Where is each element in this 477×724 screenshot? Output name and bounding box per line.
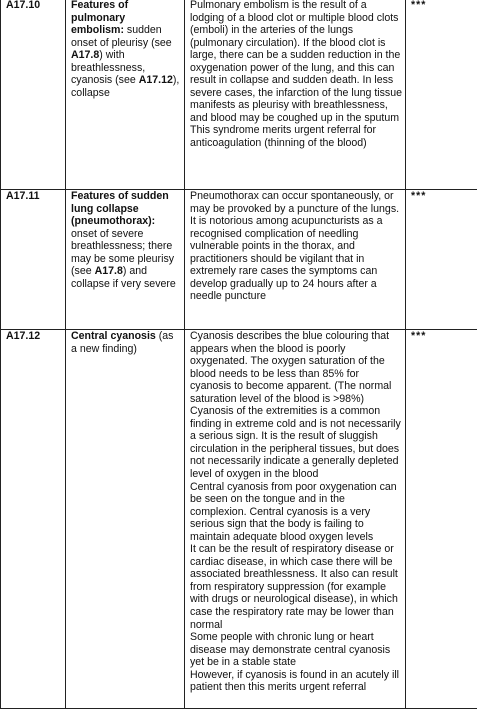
feature-title: Features of pulmonary embolism: bbox=[71, 0, 129, 37]
feature-text: sudden onset of pleurisy (see bbox=[71, 24, 172, 49]
table-row bbox=[1, 190, 477, 330]
cross-reference: A17.8 bbox=[71, 49, 100, 62]
severity-rating: *** bbox=[406, 0, 477, 190]
cross-reference: A17.12 bbox=[138, 74, 173, 87]
description-cell bbox=[185, 0, 406, 190]
description-paragraph: Cyanosis of the extremities is a common finding in extreme cold and is not necessarily a serious sign. It is the result of sluggish circulation in the peripheral tissues, but does not necessarily indicate a generally depleted level of oxygen in the blood bbox=[190, 405, 401, 481]
description-cell bbox=[185, 330, 406, 709]
description-paragraph: It can be the result of respiratory disease or cardiac disease, in which case there will be associated breathlessness. It also can result from respiratory suppression (for example with drugs or neurological disease), in which case the respiratory rate may be lower than normal bbox=[190, 543, 398, 631]
row-code: A17.11 bbox=[1, 190, 66, 330]
description-paragraph: Central cyanosis from poor oxygenation can be seen on the tongue and in the complexion. Central cyanosis is a very serious sign that the body is failing to maintain adequate blood oxygen levels bbox=[190, 480, 397, 543]
feature-cell bbox=[66, 190, 185, 330]
feature-title: Central cyanosis bbox=[71, 330, 156, 342]
row-code: A17.12 bbox=[1, 330, 66, 709]
description-cell bbox=[185, 190, 406, 330]
feature-text: (as a new finding) bbox=[71, 330, 174, 355]
description-paragraph: Some people with chronic lung or heart disease may demonstrate central cyanosis yet be in a stable state bbox=[190, 631, 391, 669]
severity-rating: *** bbox=[406, 330, 477, 709]
feature-text: ) and collapse if very severe bbox=[71, 265, 176, 290]
feature-text: ) with breathlessness, cyanosis (see bbox=[71, 49, 146, 87]
feature-text: onset of severe breathlessness; there may be some pleurisy (see bbox=[71, 227, 175, 278]
feature-cell bbox=[66, 0, 185, 190]
description-paragraph: This syndrome merits urgent referral for anticoagulation (thinning of the blood) bbox=[190, 124, 377, 150]
table-row bbox=[1, 330, 477, 709]
cross-reference: A17.8 bbox=[94, 265, 123, 278]
feature-text: ), collapse bbox=[71, 74, 180, 99]
description-paragraph: Pulmonary embolism is the result of a lodging of a blood clot or multiple blood clots (emboli) in the arteries of the lungs (pulmonary circulation). If the blood clot is large, there can be a sudden reduction in the oxygenation power of the lung, and this can result in collapse and sudden death. In less severe cases, the infarction of the lung tissue manifests as pleurisy with breathlessness, and blood may be coughed up in the sputum bbox=[190, 0, 402, 124]
description-paragraph: However, if cyanosis is found in an acutely ill patient then this merits urgent referral bbox=[190, 668, 400, 694]
description-paragraph: Cyanosis describes the blue colouring that appears when the blood is poorly oxygenated. The oxygen saturation of the blood needs to be less than 85% for cyanosis to become apparent. (The normal saturation level of the blood is >98%) bbox=[190, 330, 392, 405]
feature-title: Features of sudden lung collapse (pneumothorax): bbox=[71, 190, 169, 228]
description-paragraph: Pneumothorax can occur spontaneously, or may be provoked by a puncture of the lungs. It is notorious among acupuncturists as a recognised complication of needling vulnerable points in the thorax, and practitioners should be vigilant that in extremely rare cases the symptoms can develop gradually up to 24 hours after a needle puncture bbox=[190, 190, 400, 303]
feature-cell bbox=[66, 330, 185, 709]
row-code: A17.10 bbox=[1, 0, 66, 190]
table-row bbox=[1, 0, 477, 190]
severity-rating: *** bbox=[406, 190, 477, 330]
